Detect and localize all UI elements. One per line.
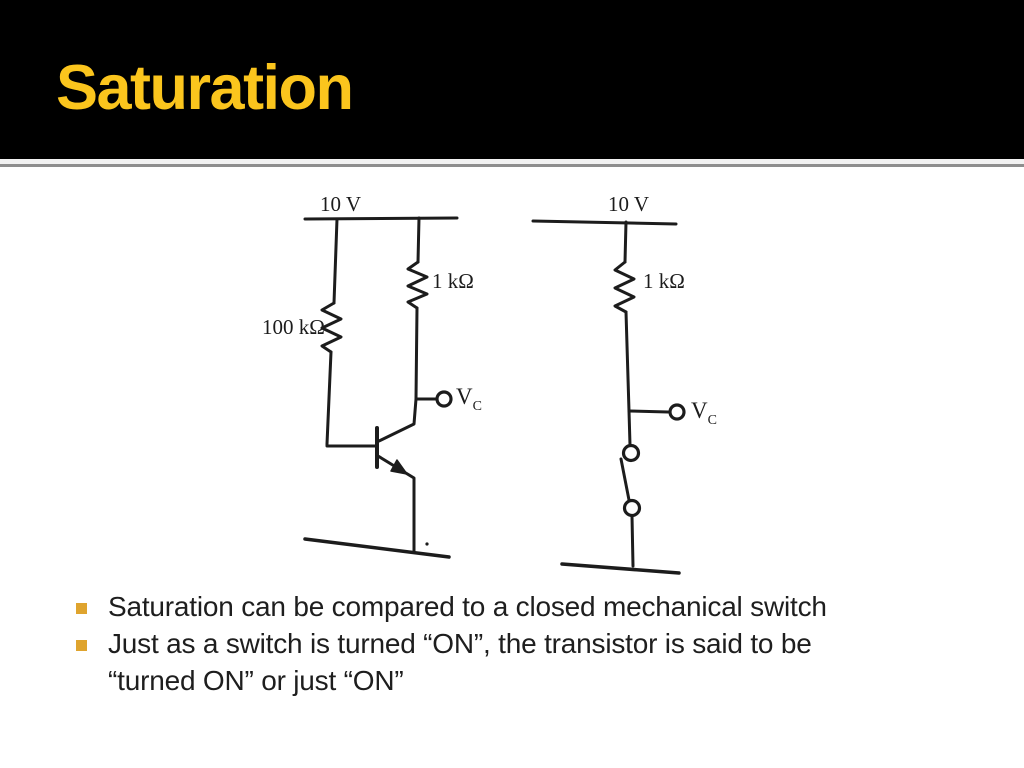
list-item	[76, 588, 981, 625]
vc-subscript: C	[472, 399, 482, 414]
emitter-arrow	[391, 460, 407, 474]
switch-arm	[621, 459, 629, 500]
scan-dot	[425, 542, 428, 545]
collector-terminal	[437, 392, 451, 406]
output-wire	[626, 312, 630, 445]
bullet-square-icon	[76, 603, 87, 614]
resistor-1k	[615, 262, 634, 312]
switch-resistor-label: 1 kΩ	[643, 269, 685, 293]
vc-symbol: V	[456, 384, 473, 409]
switch-contact-bottom	[625, 501, 640, 516]
ground-wire	[632, 516, 633, 566]
bullet-square-icon	[76, 640, 87, 651]
bullet-line: “turned ON” or just “ON”	[108, 665, 404, 696]
slide-title: Saturation	[56, 53, 353, 123]
supply-label-right: 10 V	[608, 192, 650, 216]
ground-line	[562, 564, 679, 573]
ground-line	[305, 539, 449, 557]
collector-branch-wire	[418, 218, 419, 262]
power-rail	[533, 221, 676, 224]
vc-label-right	[691, 400, 717, 432]
base-branch-wire	[334, 219, 337, 303]
power-rail	[305, 218, 457, 219]
vc-label-left	[456, 386, 482, 418]
vc-stub	[629, 411, 668, 412]
bullet-list	[76, 588, 981, 699]
list-item	[76, 625, 981, 699]
vc-subscript: C	[707, 413, 717, 428]
bullet-text	[108, 625, 812, 699]
switch-contact-top	[624, 446, 639, 461]
bullet-text	[108, 588, 827, 625]
collector-wire	[379, 308, 417, 441]
vc-symbol: V	[691, 398, 708, 423]
output-terminal	[670, 405, 684, 419]
base-resistor-label: 100 kΩ	[262, 315, 325, 339]
branch-wire	[625, 222, 626, 262]
bullet-line: Just as a switch is turned “ON”, the transistor is said to be	[108, 628, 812, 659]
supply-label-left: 10 V	[320, 192, 362, 216]
base-wire	[327, 352, 377, 446]
collector-resistor-label: 1 kΩ	[432, 269, 474, 293]
collector-resistor-1k	[408, 262, 427, 308]
bullet-line: Saturation can be compared to a closed mechanical switch	[108, 591, 827, 622]
